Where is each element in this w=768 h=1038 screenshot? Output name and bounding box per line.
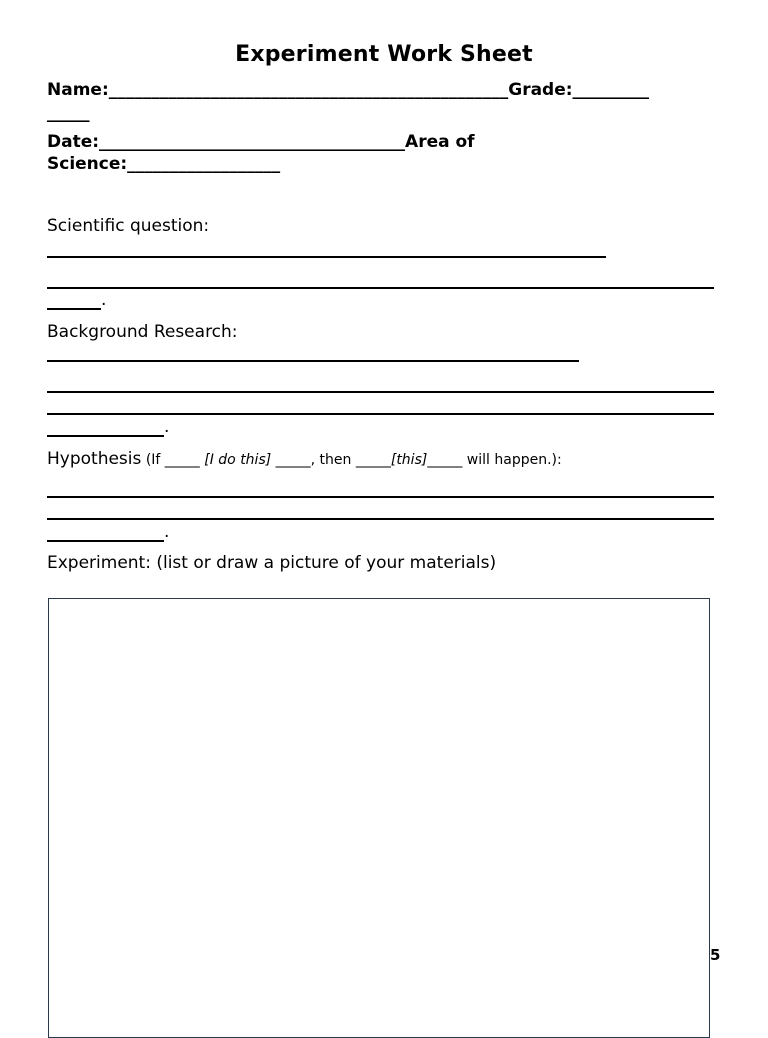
question-answer-line-2[interactable] xyxy=(47,287,714,289)
question-answer-line-1[interactable] xyxy=(47,256,606,258)
hypothesis-prompt-part-3: _____ will happen.): xyxy=(427,452,562,468)
question-answer-line-3[interactable] xyxy=(47,308,101,310)
hypothesis-prompt-italic-2: [this] xyxy=(390,452,428,468)
science-line: Science:__________________ xyxy=(47,154,281,174)
hypothesis-answer-line-3[interactable] xyxy=(47,540,164,542)
research-answer-line-4[interactable] xyxy=(47,435,164,437)
page-number: 5 xyxy=(710,946,721,964)
research-answer-line-2[interactable] xyxy=(47,391,714,393)
scientific-question-label: Scientific question: xyxy=(47,216,210,236)
page-title: Experiment Work Sheet xyxy=(235,42,533,67)
date-area-line: Date:____________________________________Area of xyxy=(47,132,475,152)
question-period: . xyxy=(101,290,107,310)
hypothesis-period: . xyxy=(164,522,170,542)
grade-line-continuation: _____ xyxy=(47,103,90,123)
hypothesis-label: Hypothesis xyxy=(47,449,142,469)
hypothesis-prompt-part-1: (If _____ xyxy=(141,452,205,468)
research-answer-line-1[interactable] xyxy=(47,360,579,362)
hypothesis-prompt-part-2: _____, then _____ xyxy=(271,452,391,468)
hypothesis-answer-line-2[interactable] xyxy=(47,518,714,520)
hypothesis-line xyxy=(47,449,562,469)
experiment-label: Experiment: (list or draw a picture of your materials) xyxy=(47,553,497,573)
name-grade-line: Name:_______________________________________________Grade:_________ xyxy=(47,80,650,100)
hypothesis-prompt-italic-1: [I do this] xyxy=(204,452,272,468)
research-answer-line-3[interactable] xyxy=(47,413,714,415)
hypothesis-answer-line-1[interactable] xyxy=(47,496,714,498)
research-period: . xyxy=(164,417,170,437)
hypothesis-prompt xyxy=(141,452,561,468)
experiment-drawing-box[interactable] xyxy=(48,598,710,1038)
background-research-label: Background Research: xyxy=(47,322,238,342)
